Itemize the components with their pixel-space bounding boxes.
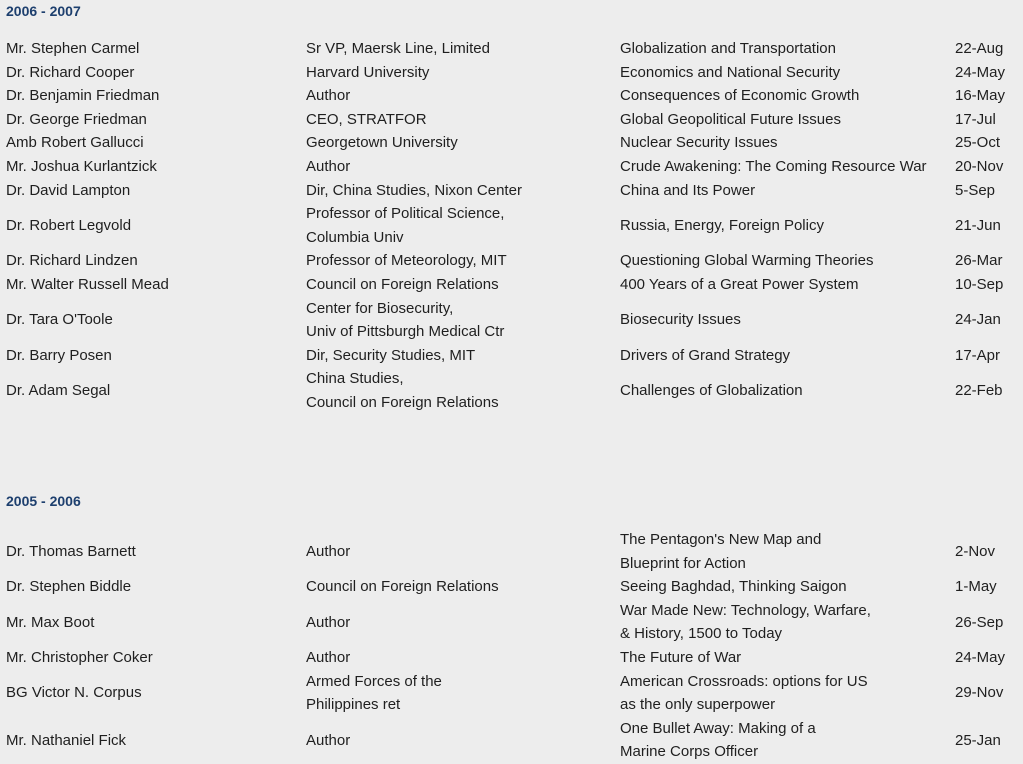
lecture-date <box>955 599 1023 646</box>
lecture-date-line: 22-Aug <box>955 40 1004 57</box>
table-row <box>0 179 1023 203</box>
lecture-date <box>955 179 1023 203</box>
lecture-date-line: 10-Sep <box>955 275 1004 293</box>
lecture-topic-line: Consequences of Economic Growth <box>620 87 860 105</box>
speaker-name-line: Mr. Joshua Kurlantzick <box>6 157 157 175</box>
table-row <box>0 37 1023 61</box>
speaker-name-line: Dr. Robert Legvold <box>6 216 132 234</box>
lecture-topic-line: War Made New: Technology, Warfare, <box>620 601 871 619</box>
table-row <box>0 249 1023 273</box>
speaker-affiliation-line: Univ of Pittsburgh Medical Ctr <box>306 323 505 341</box>
speaker-name <box>6 367 301 414</box>
lecture-date <box>955 108 1023 132</box>
speaker-name <box>6 131 301 155</box>
lecture-topic-line: 400 Years of a Great Power System <box>620 275 859 293</box>
speaker-name <box>6 202 301 249</box>
speaker-affiliation-line: Author <box>306 157 351 175</box>
lecture-topic <box>620 273 955 297</box>
lecture-topic-line: Globalization and Transportation <box>620 40 836 57</box>
speaker-name <box>6 717 301 764</box>
speaker-affiliation-line: Author <box>306 87 351 105</box>
speaker-affiliation <box>306 108 616 132</box>
lecture-date-line: 29-Nov <box>955 684 1004 702</box>
speaker-affiliation <box>306 249 616 273</box>
lecture-date <box>955 37 1023 61</box>
speaker-affiliation-line: Center for Biosecurity, <box>306 299 454 317</box>
table-row <box>0 273 1023 297</box>
speaker-name-line: Dr. David Lampton <box>6 181 131 199</box>
lecture-date-line: 17-Apr <box>955 346 1001 364</box>
speaker-affiliation-line: Harvard University <box>306 63 430 81</box>
lecture-date <box>955 646 1023 670</box>
speaker-name <box>6 344 301 368</box>
lecture-topic <box>620 131 955 155</box>
lecture-date <box>955 84 1023 108</box>
lecture-date-line: 25-Jan <box>955 731 1001 749</box>
speaker-name <box>6 155 301 179</box>
speaker-affiliation-line: Armed Forces of the <box>306 672 442 690</box>
lecture-date-line: 20-Nov <box>955 157 1004 175</box>
speaker-name-line: Mr. Stephen Carmel <box>6 40 140 57</box>
speaker-affiliation <box>306 297 616 344</box>
lecture-topic-line: Questioning Global Warming Theories <box>620 252 874 270</box>
speaker-name <box>6 297 301 344</box>
lecture-topic-line: Nuclear Security Issues <box>620 134 778 152</box>
speaker-name <box>6 249 301 273</box>
speaker-affiliation-line: Dir, Security Studies, MIT <box>306 346 476 364</box>
speaker-affiliation <box>306 131 616 155</box>
lecture-date <box>955 717 1023 764</box>
lecture-date-line: 21-Jun <box>955 216 1001 234</box>
lecture-date-line: 1-May <box>955 578 997 596</box>
speaker-affiliation <box>306 202 616 249</box>
table-row <box>0 670 1023 717</box>
speaker-affiliation-line: Philippines ret <box>306 696 401 714</box>
speaker-affiliation <box>306 670 616 717</box>
speaker-affiliation <box>306 367 616 414</box>
speaker-table <box>0 37 1023 415</box>
speaker-affiliation <box>306 646 616 670</box>
lecture-topic-line: Drivers of Grand Strategy <box>620 346 791 364</box>
speaker-affiliation-line: Author <box>306 731 351 749</box>
lecture-topic-line: as the only superpower <box>620 696 776 714</box>
lecture-date-line: 24-Jan <box>955 311 1001 329</box>
lecture-date <box>955 273 1023 297</box>
speaker-name-line: Mr. Max Boot <box>6 613 95 631</box>
lecture-topic-line: Economics and National Security <box>620 63 841 81</box>
speaker-name-line: Dr. Tara O'Toole <box>6 311 113 329</box>
speaker-name-line: Dr. Adam Segal <box>6 382 111 400</box>
lecture-topic <box>620 344 955 368</box>
speaker-name-line: BG Victor N. Corpus <box>6 684 142 702</box>
lecture-topic <box>620 202 955 249</box>
lecture-topic <box>620 367 955 414</box>
lecture-date-line: 5-Sep <box>955 181 996 199</box>
speaker-affiliation <box>306 61 616 85</box>
lecture-topic-line: Crude Awakening: The Coming Resource War <box>620 157 927 175</box>
speaker-affiliation <box>306 273 616 297</box>
speaker-name-line: Dr. Barry Posen <box>6 346 112 364</box>
table-row <box>0 367 1023 414</box>
lecture-date <box>955 670 1023 717</box>
lecture-topic <box>620 717 955 764</box>
speaker-name <box>6 575 301 599</box>
lecture-date <box>955 249 1023 273</box>
speaker-affiliation <box>306 528 616 575</box>
speaker-name-line: Amb Robert Gallucci <box>6 134 144 152</box>
lecture-date <box>955 131 1023 155</box>
lecture-date-line: 26-Mar <box>955 252 1003 270</box>
speaker-name <box>6 599 301 646</box>
speaker-name <box>6 61 301 85</box>
lecture-date-line: 25-Oct <box>955 134 1001 152</box>
speaker-affiliation <box>306 37 616 61</box>
speaker-affiliation-line: Sr VP, Maersk Line, Limited <box>306 40 490 57</box>
speaker-affiliation-line: Council on Foreign Relations <box>306 578 499 596</box>
lecture-date <box>955 155 1023 179</box>
speaker-name-line: Mr. Christopher Coker <box>6 648 153 666</box>
lecture-topic <box>620 646 955 670</box>
section-heading: 2006 - 2007 <box>6 3 81 19</box>
lecture-date-line: 16-May <box>955 87 1006 105</box>
table-row <box>0 108 1023 132</box>
speaker-name-line: Dr. Stephen Biddle <box>6 578 132 596</box>
lecture-date <box>955 575 1023 599</box>
speaker-affiliation-line: Council on Foreign Relations <box>306 275 499 293</box>
lecture-topic-line: The Future of War <box>620 648 742 666</box>
lecture-topic <box>620 37 955 61</box>
lecture-topic <box>620 528 955 575</box>
speaker-affiliation-line: Georgetown University <box>306 134 458 152</box>
speaker-name-line: Dr. Richard Lindzen <box>6 252 138 270</box>
speaker-affiliation-line: Professor of Political Science, <box>306 205 505 223</box>
speaker-name <box>6 84 301 108</box>
lecture-topic <box>620 61 955 85</box>
lecture-topic <box>620 599 955 646</box>
table-row <box>0 297 1023 344</box>
speaker-affiliation <box>306 179 616 203</box>
lecture-date <box>955 344 1023 368</box>
lecture-topic <box>620 297 955 344</box>
lecture-topic <box>620 249 955 273</box>
lecture-date <box>955 367 1023 414</box>
table-row <box>0 575 1023 599</box>
speaker-name-line: Dr. Thomas Barnett <box>6 542 136 560</box>
speaker-affiliation-line: Author <box>306 613 351 631</box>
lecture-date-line: 22-Feb <box>955 382 1003 400</box>
speaker-affiliation <box>306 599 616 646</box>
lecture-topic-line: & History, 1500 to Today <box>620 625 783 643</box>
table-row <box>0 155 1023 179</box>
lecture-date-line: 26-Sep <box>955 613 1004 631</box>
section-heading: 2005 - 2006 <box>6 493 81 509</box>
lecture-topic-line: Marine Corps Officer <box>620 743 759 761</box>
speaker-name-line: Dr. George Friedman <box>6 110 147 128</box>
speaker-affiliation-line: Professor of Meteorology, MIT <box>306 252 507 270</box>
lecture-topic <box>620 575 955 599</box>
lecture-topic <box>620 108 955 132</box>
lecture-topic-line: Russia, Energy, Foreign Policy <box>620 216 824 234</box>
lecture-topic <box>620 84 955 108</box>
table-row <box>0 599 1023 646</box>
lecture-topic-line: China and Its Power <box>620 181 756 199</box>
lecture-topic-line: One Bullet Away: Making of a <box>620 719 816 737</box>
speaker-affiliation-line: Author <box>306 542 351 560</box>
lecture-topic-line: Biosecurity Issues <box>620 311 741 329</box>
speaker-name-line: Dr. Richard Cooper <box>6 63 135 81</box>
speaker-table <box>0 528 1023 764</box>
speaker-name <box>6 37 301 61</box>
speaker-affiliation-line: Author <box>306 648 351 666</box>
speaker-affiliation <box>306 344 616 368</box>
speaker-affiliation-line: China Studies, <box>306 370 404 388</box>
speaker-affiliation <box>306 84 616 108</box>
speaker-affiliation <box>306 155 616 179</box>
speaker-affiliation-line: Council on Foreign Relations <box>306 393 499 411</box>
speaker-affiliation-line: Dir, China Studies, Nixon Center <box>306 181 522 199</box>
lecture-topic <box>620 179 955 203</box>
table-row <box>0 61 1023 85</box>
speaker-name <box>6 108 301 132</box>
speaker-name <box>6 179 301 203</box>
table-row <box>0 344 1023 368</box>
lecture-date-line: 24-May <box>955 63 1006 81</box>
speaker-name <box>6 646 301 670</box>
lecture-topic-line: The Pentagon's New Map and <box>620 531 822 548</box>
lecture-topic-line: Blueprint for Action <box>620 554 746 572</box>
speaker-name-line: Mr. Walter Russell Mead <box>6 275 169 293</box>
table-row <box>0 84 1023 108</box>
lecture-topic <box>620 155 955 179</box>
lecture-date <box>955 297 1023 344</box>
lecture-date <box>955 202 1023 249</box>
speaker-affiliation-line: CEO, STRATFOR <box>306 110 427 128</box>
lecture-topic-line: Global Geopolitical Future Issues <box>620 110 841 128</box>
speaker-name <box>6 528 301 575</box>
table-row <box>0 528 1023 575</box>
speaker-name-line: Dr. Benjamin Friedman <box>6 87 160 105</box>
speaker-affiliation <box>306 575 616 599</box>
table-row <box>0 202 1023 249</box>
speaker-affiliation <box>306 717 616 764</box>
table-row <box>0 646 1023 670</box>
lecture-date <box>955 528 1023 575</box>
lecture-date-line: 24-May <box>955 648 1006 666</box>
lecture-date <box>955 61 1023 85</box>
table-row <box>0 131 1023 155</box>
speaker-name-line: Mr. Nathaniel Fick <box>6 731 127 749</box>
lecture-topic <box>620 670 955 717</box>
lecture-topic-line: Challenges of Globalization <box>620 382 803 400</box>
speaker-name <box>6 273 301 297</box>
speaker-affiliation-line: Columbia Univ <box>306 228 404 246</box>
lecture-date-line: 2-Nov <box>955 542 996 560</box>
lecture-topic-line: American Crossroads: options for US <box>620 672 868 690</box>
lecture-topic-line: Seeing Baghdad, Thinking Saigon <box>620 578 847 596</box>
table-row <box>0 717 1023 764</box>
lecture-date-line: 17-Jul <box>955 110 996 128</box>
speaker-name <box>6 670 301 717</box>
